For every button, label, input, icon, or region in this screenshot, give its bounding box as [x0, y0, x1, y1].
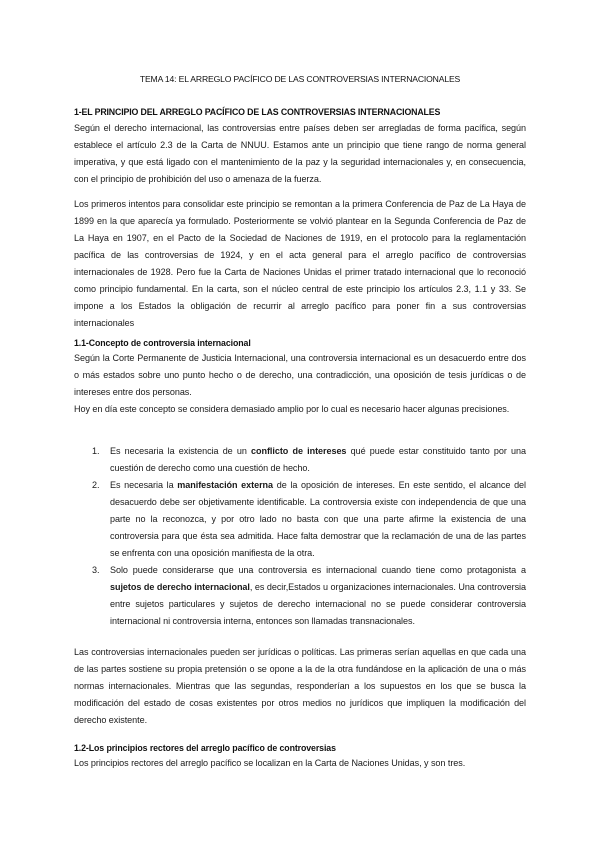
list-item-text: de la oposición de intereses. En este sentido, el alcance del desacuerdo debe ser objetivamente identificable. La controversia existe con independencia de que una parte no la reconozca, y por otro lado no basta con que una parte afirme la existencia de una controversia para que ésta sea admitida. Hace falta demostrar que la reclamación de una de las partes se enfrenta con una oposición manifiesta de la otra.: [110, 480, 527, 558]
section-1-2-paragraph-1: Los principios rectores del arreglo pacífico se localizan en la Carta de Naciones Unidas, y son tres.: [74, 758, 466, 768]
list-item-text: qué puede estar constituido tanto por una cuestión de derecho como una cuestión de hecho.: [110, 446, 526, 473]
section-1-1-heading: 1.1-Concepto de controversia internacional: [74, 338, 251, 348]
list-item-bold: sujetos de derecho internacional: [110, 582, 250, 592]
list-item-number: 1.: [92, 446, 100, 456]
section-1-1-paragraph-2: Hoy en día este concepto se considera demasiado amplio por lo cual es necesario hacer algunas precisiones.: [74, 404, 510, 414]
list-item: [74, 477, 526, 562]
list-item-text: Solo puede considerarse que una controversia es internacional cuando tiene como protagonista a: [110, 565, 526, 575]
section-1-paragraph-2: Los primeros intentos para consolidar este principio se remontan a la primera Conferencia de Paz de La Haya de 1899 en la que aparecía ya formulado. Posteriormente se volvió plantear en la Segunda Conferencia de Paz de La Haya en 1907, en el Pacto de la Sociedad de Naciones de 1919, en el protocolo para la reglamentación pacífica de las controversias de 1924, y en el acta general para el arreglo pacífico de controversias internacionales de 1928. Pero fue la Carta de Naciones Unidas el primer tratado internacional que lo reconoció como principio fundamental. En la carta, son el núcleo central de este principio los artículos 2.3, 1.1 y 33. Se impone a los Estados la obligación de recurrir al arreglo pacífico para poner fin a sus controversias internacionales: [74, 199, 526, 328]
list-item-number: 2.: [92, 480, 100, 490]
section-1-heading: 1-EL PRINCIPIO DEL ARREGLO PACÍFICO DE LAS CONTROVERSIAS INTERNACIONALES: [74, 107, 441, 117]
list-item-text: Es necesaria la: [110, 480, 178, 490]
list-item: [74, 562, 526, 630]
section-1-1-paragraph-1: Según la Corte Permanente de Justicia Internacional, una controversia internacional es un desacuerdo entre dos o más estados sobre uno punto hecho o de derecho, una contradicción, una oposición de tesis jurídicas o de intereses entre dos personas.: [74, 353, 526, 397]
list-item-text: , es decir,Estados u organizaciones internacionales. Una controversia entre sujetos particulares y sujetos de derecho internacional no se puede considerar controversia internacional ni controversia interna, entonces son llamadas transnacionales.: [110, 582, 526, 626]
section-1-2-heading: 1.2-Los principios rectores del arreglo pacífico de controversias: [74, 743, 336, 753]
list-item-text: Es necesaria la existencia de un: [110, 446, 252, 456]
document-title: TEMA 14: EL ARREGLO PACÍFICO DE LAS CONTROVERSIAS INTERNACIONALES: [139, 74, 461, 84]
section-1-paragraph-1: Según el derecho internacional, las controversias entre países deben ser arregladas de forma pacífica, según establece el artículo 2.3 de la Carta de NNUU. Estamos ante un principio que tiene rango de norma general imperativa, y que está ligado con el mantenimiento de la paz y la seguridad internacionales y, en consecuencia, con el principio de prohibición del uso o amenaza de la fuerza.: [74, 123, 526, 184]
requirements-list: [74, 443, 526, 630]
list-item-bold: manifestación externa: [177, 480, 274, 490]
list-item: [74, 443, 526, 477]
section-1-1-paragraph-3: Las controversias internacionales pueden ser jurídicas o políticas. Las primeras serían aquellas en que cada una de las partes sostiene su propia pretensión o se opone a la de la otra fundándose en la aplicación de una o más normas internacionales. Mientras que las segundas, responderían a los supuestos en los que se busca la modificación del estado de cosas existentes por otros medios no jurídicos que impliquen la modificación del derecho existente.: [74, 647, 526, 725]
list-item-number: 3.: [92, 565, 100, 575]
list-item-bold: conflicto de intereses: [251, 446, 347, 456]
